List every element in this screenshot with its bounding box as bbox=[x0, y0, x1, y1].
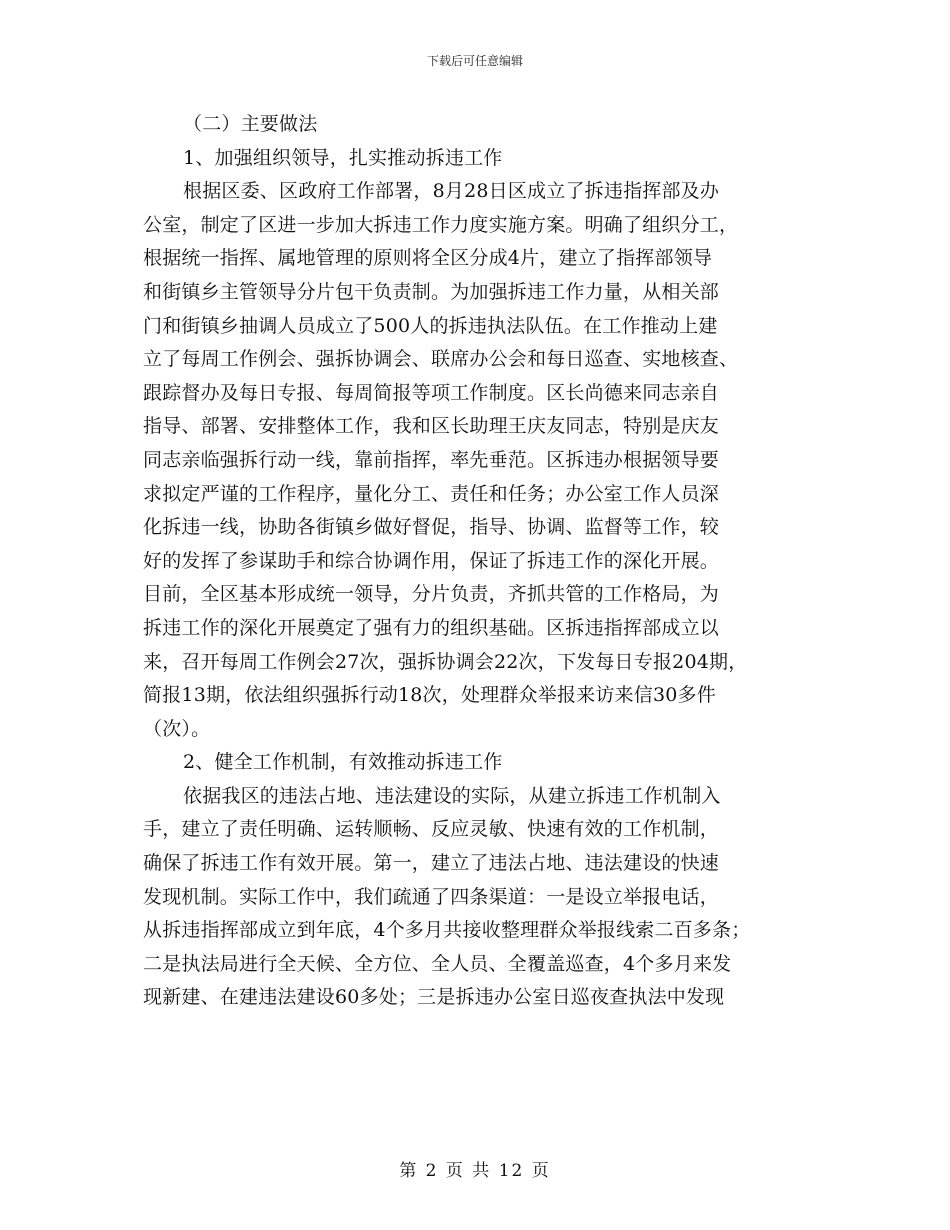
paragraph-line: 门和街镇乡抽调人员成立了500人的拆违执法队伍。在工作推动上建 bbox=[143, 314, 718, 337]
paragraph-line: 跟踪督办及每日专报、每周简报等项工作制度。区长尚德来同志亲自 bbox=[143, 381, 720, 404]
paragraph-line: 简报13期，依法组织强拆行动18次，处理群众举报来访来信30多件 bbox=[143, 684, 716, 707]
paragraph-line: 确保了拆违工作有效开展。第一，建立了违法占地、违法建设的快速 bbox=[143, 852, 720, 875]
header-note: 下载后可任意编辑 bbox=[426, 54, 523, 68]
paragraph-line: 化拆违一线，协助各街镇乡做好督促，指导、协调、监督等工作，较 bbox=[143, 516, 720, 539]
paragraph-line: 好的发挥了参谋助手和综合协调作用，保证了拆违工作的深化开展。 bbox=[143, 549, 720, 572]
paragraph-line: 手，建立了责任明确、运转顺畅、反应灵敏、快速有效的工作机制， bbox=[143, 818, 720, 841]
paragraph-line: 发现机制。实际工作中，我们疏通了四条渠道：一是设立举报电话， bbox=[143, 885, 720, 908]
paragraph-line: 从拆违指挥部成立到年底，4个多月共接收整理群众举报线索二百多条； bbox=[143, 919, 751, 942]
paragraph-line: 立了每周工作例会、强拆协调会、联席办公会和每日巡查、实地核查、 bbox=[143, 348, 739, 371]
paragraph-line: 同志亲临强拆行动一线，靠前指挥，率先垂范。区拆违办根据领导要 bbox=[143, 448, 720, 471]
paragraph-line: 拆违工作的深化开展奠定了强有力的组织基础。区拆违指挥部成立以 bbox=[143, 616, 720, 639]
subheading-1: 1、加强组织领导，扎实推动拆违工作 bbox=[183, 146, 503, 169]
paragraph-line: （次）。 bbox=[143, 717, 211, 740]
paragraph-line: 指导、部署、安排整体工作，我和区长助理王庆友同志，特别是庆友 bbox=[143, 415, 720, 438]
paragraph-line: 来，召开每周工作例会27次，强拆协调会22次，下发每日专报204期， bbox=[143, 650, 748, 673]
paragraph-line: 现新建、在建违法建设60多处；三是拆违办公室日巡夜查执法中发现 bbox=[143, 986, 725, 1009]
subheading-2: 2、健全工作机制，有效推动拆违工作 bbox=[183, 751, 503, 774]
paragraph-line: 公室，制定了区进一步加大拆违工作力度实施方案。明确了组织分工， bbox=[143, 213, 739, 236]
paragraph-line: 根据统一指挥、属地管理的原则将全区分成4片，建立了指挥部领导 bbox=[143, 247, 713, 270]
paragraph-line: 根据区委、区政府工作部署，8月28日区成立了拆违指挥部及办 bbox=[183, 180, 720, 203]
document-body bbox=[143, 108, 823, 1015]
section-heading: （二）主要做法 bbox=[183, 113, 318, 135]
paragraph-line: 二是执法局进行全天候、全方位、全人员、全覆盖巡查，4个多月来发 bbox=[143, 952, 732, 975]
paragraph-line: 求拟定严谨的工作程序，量化分工、责任和任务；办公室工作人员深 bbox=[143, 482, 720, 505]
paragraph-line: 依据我区的违法占地、违法建设的实际，从建立拆违工作机制入 bbox=[183, 784, 721, 807]
page-number-footer: 第 2 页 共 12 页 bbox=[399, 1161, 551, 1181]
paragraph-line: 和街镇乡主管领导分片包干负责制。为加强拆违工作力量，从相关部 bbox=[143, 280, 720, 303]
paragraph-line: 目前，全区基本形成统一领导，分片负责，齐抓共管的工作格局，为 bbox=[143, 583, 720, 606]
